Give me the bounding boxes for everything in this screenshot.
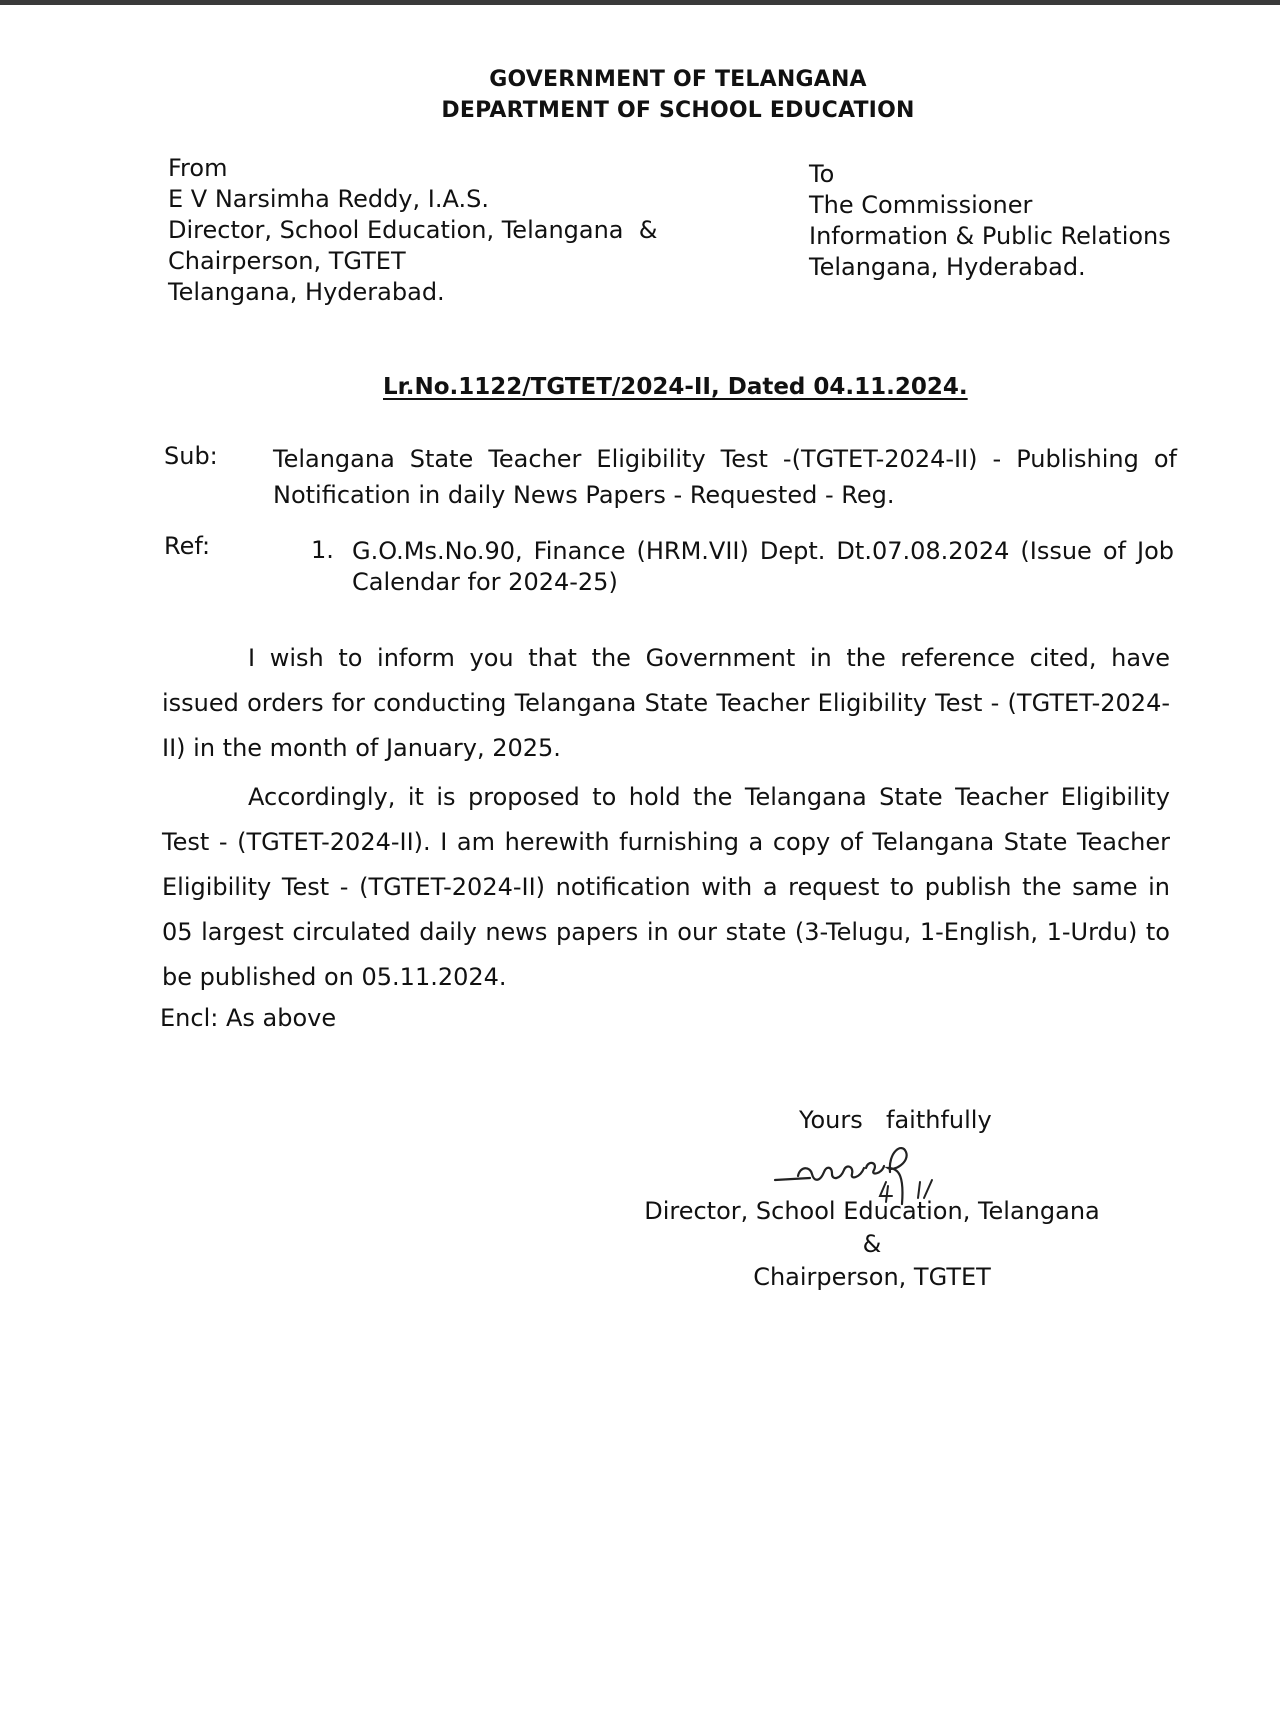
from-chair: Chairperson, TGTET [168,247,406,275]
body-paragraph-2: Accordingly, it is proposed to hold the Telangana State Teacher Eligibility Test - (TGTET-2024-II). I am herewith furnishing a copy of Telangana State Teacher Eligibility Test - (TGTET-2024-II) notification with a request to publish the same in 05 largest circulated daily news papers in our state (3-Telugu, 1-English, 1-Urdu) to be published on 05.11.2024. [162,783,1170,991]
signatory-line1: Director, School Education, Telangana & [644,1197,1100,1258]
reference-label: Ref: [164,532,211,560]
letter-header [0,64,1280,126]
reference-text: G.O.Ms.No.90, Finance (HRM.VII) Dept. Dt.07.08.2024 (Issue of Job Calendar for 2024-25) [352,537,1174,596]
to-line2: Information & Public Relations [809,222,1171,250]
signatory-line2: Chairperson, TGTET [753,1263,991,1291]
to-line1: The Commissioner [809,191,1033,219]
enclosure-note: Encl: As above [160,1004,337,1032]
letter-number: Lr.No.1122/TGTET/2024-II, Dated 04.11.2024. [383,374,968,400]
to-label: To [809,160,835,188]
body-paragraph-1: I wish to inform you that the Government in the reference cited, have issued orders for conducting Telangana State Teacher Eligibility Test - (TGTET-2024-II) in the month of January, 2025. [162,644,1170,762]
subject-text: Telangana State Teacher Eligibility Test -(TGTET-2024-II) - Publishing of Notification in daily News Papers - Requested - Reg. [273,445,1177,509]
closing-salutation: Yours faithfully [799,1106,992,1134]
signatory-designation [632,1195,1112,1294]
from-block [168,153,657,308]
from-label: From [168,154,228,182]
to-block [809,159,1171,283]
to-line3: Telangana, Hyderabad. [809,253,1086,281]
from-name: E V Narsimha Reddy, I.A.S. [168,185,489,213]
from-designation: Director, School Education, Telangana & [168,216,658,244]
from-place: Telangana, Hyderabad. [168,278,445,306]
header-government: GOVERNMENT OF TELANGANA [489,67,867,92]
reference-number: 1. [311,536,334,564]
subject-label: Sub: [164,442,218,470]
header-department: DEPARTMENT OF SCHOOL EDUCATION [441,98,915,123]
